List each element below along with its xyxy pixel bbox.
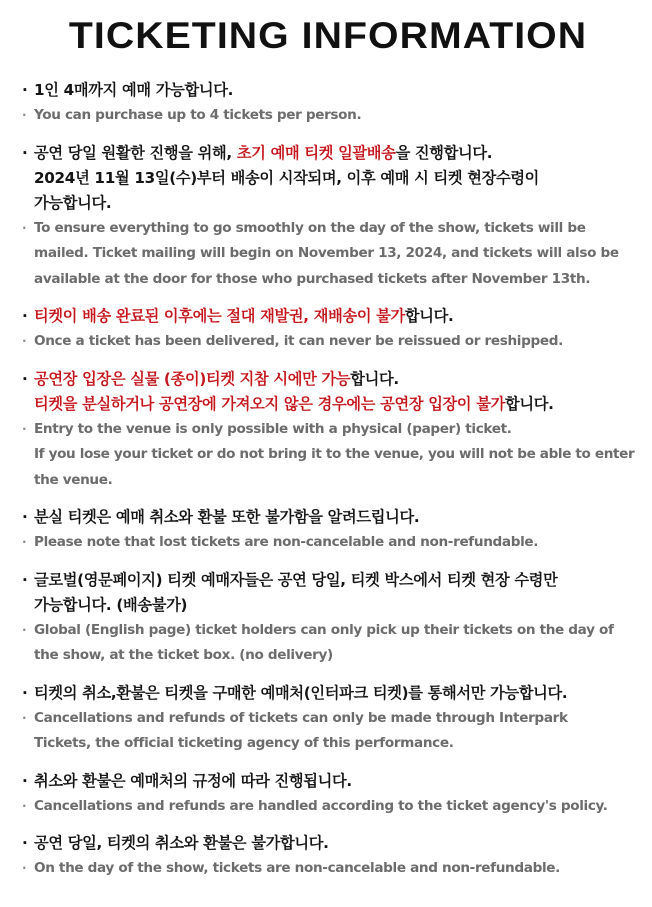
english-line: If you lose your ticket or do not bring it to the venue, you will not be able to enter <box>34 446 635 462</box>
korean-line: · 공연장 입장은 실물 (종이)티켓 지참 시에만 가능합니다. <box>22 367 634 392</box>
highlight-text: 초기 예매 티켓 일괄배송 <box>236 143 396 162</box>
english-line: · Global (English page) ticket holders can only pick up their tickets on the day of <box>22 618 634 644</box>
english-line: · On the day of the show, tickets are non-cancelable and non-refundable. <box>22 856 634 882</box>
info-item-3 <box>22 304 634 355</box>
bullet: · <box>22 771 28 790</box>
bullet: · <box>22 683 28 702</box>
bullet: · <box>22 570 28 589</box>
english-line: the venue. <box>34 471 113 488</box>
highlight-text: 공연장 입장은 실물 (종이)티켓 지참 시에만 가능 <box>34 369 351 388</box>
bullet: · <box>22 143 28 162</box>
english-line: · Please note that lost tickets are non-cancelable and non-refundable. <box>22 530 634 556</box>
korean-line: · 공연 당일 원활한 진행을 위해, 초기 예매 티켓 일괄배송을 진행합니다. <box>22 141 634 166</box>
english-line: · Cancellations and refunds are handled according to the ticket agency's policy. <box>22 794 634 820</box>
english-line: available at the door for those who purchased tickets after November 13th. <box>34 270 591 287</box>
korean-line: · 티켓의 취소,환불은 티켓을 구매한 예매처(인터파크 티켓)를 통해서만 가능합니다. <box>22 681 634 706</box>
info-item-2 <box>22 141 634 293</box>
english-line: the show, at the ticket box. (no delivery) <box>34 647 333 663</box>
info-item-6 <box>22 568 634 669</box>
english-line: · Cancellations and refunds of tickets can only be made through Interpark <box>22 706 634 732</box>
bullet: · <box>22 81 28 99</box>
bullet: · <box>22 834 28 852</box>
bullet: · <box>22 307 28 325</box>
info-item-7 <box>22 681 634 757</box>
english-line: · Once a ticket has been delivered, it can never be reissued or reshipped. <box>22 329 634 355</box>
korean-line: · 글로벌(영문페이지) 티켓 예매자들은 공연 당일, 티켓 박스에서 티켓 현장 수령만 <box>22 568 634 593</box>
english-line: mailed. Ticket mailing will begin on November 13, 2024, and tickets will also be <box>34 245 619 261</box>
bullet: · <box>22 508 28 526</box>
info-item-5 <box>22 505 634 556</box>
korean-line: 2024년 11월 13일(수)부터 배송이 시작되며, 이후 예매 시 티켓 현장수령이 <box>34 168 540 187</box>
page-title: TICKETING INFORMATION <box>68 15 588 56</box>
english-line: · You can purchase up to 4 tickets per person. <box>22 103 634 129</box>
korean-line: · 취소와 환불은 예매처의 규정에 따라 진행됩니다. <box>22 769 634 794</box>
bullet: · <box>22 710 27 725</box>
bullet: · <box>22 421 27 436</box>
english-line: Tickets, the official ticketing agency of this performance. <box>34 735 454 751</box>
bullet: · <box>22 108 27 122</box>
korean-line: 티켓을 분실하거나 공연장에 가져오지 않은 경우에는 공연장 입장이 불가합니다. <box>34 394 554 413</box>
bullet: · <box>22 622 27 637</box>
bullet: · <box>22 369 28 388</box>
info-item-8 <box>22 769 634 820</box>
korean-line: · 1인 4매까지 예매 가능합니다. <box>22 78 634 103</box>
english-line: · Entry to the venue is only possible with a physical (paper) ticket. <box>22 417 634 443</box>
korean-line: 가능합니다. <box>34 193 112 212</box>
bullet: · <box>22 861 27 875</box>
korean-line: · 티켓이 배송 완료된 이후에는 절대 재발권, 재배송이 불가합니다. <box>22 304 634 329</box>
highlight-text: 티켓이 배송 완료된 이후에는 절대 재발권, 재배송이 불가 <box>34 307 405 325</box>
korean-line: 가능합니다. (배송불가) <box>34 595 188 614</box>
bullet: · <box>22 334 27 348</box>
bullet: · <box>22 798 27 813</box>
info-item-1 <box>22 78 634 129</box>
info-item-9 <box>22 831 634 882</box>
korean-line: · 분실 티켓은 예매 취소와 환불 또한 불가함을 알려드립니다. <box>22 505 634 530</box>
english-line: · To ensure everything to go smoothly on the day of the show, tickets will be <box>22 216 634 242</box>
bullet: · <box>22 220 27 235</box>
info-item-4 <box>22 367 634 494</box>
bullet: · <box>22 535 27 549</box>
highlight-text: 티켓을 분실하거나 공연장에 가져오지 않은 경우에는 공연장 입장이 불가 <box>34 394 506 413</box>
korean-line: · 공연 당일, 티켓의 취소와 환불은 불가합니다. <box>22 831 634 856</box>
